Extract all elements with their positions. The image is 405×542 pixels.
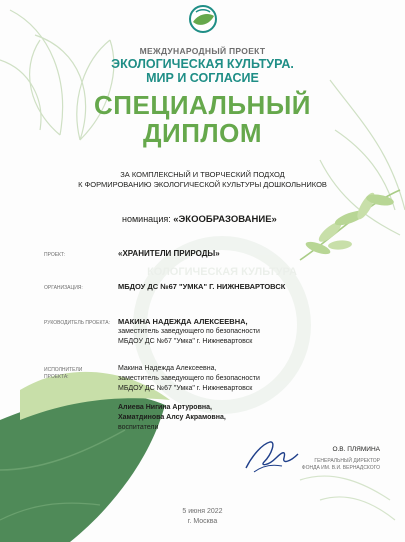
project-title-line2: МИР И СОГЛАСИЕ [146, 71, 259, 85]
executor2-name-line2: Хаматдинова Алсу Акрамовна, [118, 414, 226, 421]
nomination-value: «ЭКООБРАЗОВАНИЕ» [173, 214, 277, 225]
project-label: МЕЖДУНАРОДНЫЙ ПРОЕКТ [139, 46, 266, 56]
project-field-value: «ХРАНИТЕЛИ ПРИРОДЫ» [118, 249, 220, 258]
signatory-title-line1: ГЕНЕРАЛЬНЫЙ ДИРЕКТОР [314, 458, 380, 464]
executors-label-line1: ИСПОЛНИТЕЛИ [44, 367, 83, 373]
diploma-title-line1: СПЕЦИАЛЬНЫЙ [94, 90, 311, 120]
award-reason-line2: К ФОРМИРОВАНИЮ ЭКОЛОГИЧЕСКОЙ КУЛЬТУРЫ ДОШКОЛЬНИКОВ [78, 180, 327, 189]
nomination-label: номинация: [122, 214, 171, 224]
project-field-label: ПРОЕКТ: [44, 252, 66, 258]
project-leader-role-line2: МБДОУ ДС №67 "Умка" г. Нижневартовск [118, 338, 253, 345]
svg-text:КОЛОГИЧЕСКАЯ КУЛЬТУРА: КОЛОГИЧЕСКАЯ КУЛЬТУРА [147, 266, 297, 278]
organization-value: МБДОУ ДС №67 "УМКА" Г. НИЖНЕВАРТОВСК [118, 282, 286, 291]
issue-city: г. Москва [187, 518, 218, 525]
executor2-role: воспитатели [118, 424, 159, 431]
project-leader-name: МАКИНА НАДЕЖДА АЛЕКСЕЕВНА, [118, 317, 248, 326]
project-leader-role-line1: заместитель заведующего по безопасности [118, 328, 260, 335]
executor2-name-line1: Алиева Нигина Артуровна, [118, 404, 212, 411]
diploma-title-line2: ДИПЛОМ [142, 118, 263, 148]
executor1-name: Макина Надежда Алексеевна, [118, 365, 217, 372]
signatory-name: О.В. ПЛЯМИНА [332, 446, 380, 453]
executors-label-line2: ПРОЕКТА: [44, 374, 69, 380]
nomination [122, 214, 277, 225]
executor1-role-line2: МБДОУ ДС №67 "Умка" г. Нижневартовск [118, 385, 253, 392]
award-reason-line1: ЗА КОМПЛЕКСНЫЙ И ТВОРЧЕСКИЙ ПОДХОД [120, 170, 285, 179]
project-leader-label: РУКОВОДИТЕЛЬ ПРОЕКТА: [44, 320, 110, 326]
globe-leaf-logo-icon [188, 4, 218, 34]
signatory-title-line2: ФОНДА ИМ. В.И. ВЕРНАДСКОГО [301, 465, 380, 471]
issue-date: 5 июня 2022 [182, 508, 223, 515]
project-title-line1: ЭКОЛОГИЧЕСКАЯ КУЛЬТУРА. [111, 57, 294, 71]
executor1-role-line1: заместитель заведующего по безопасности [118, 375, 260, 382]
leaf-bottom-left [0, 372, 170, 542]
organization-label: ОРГАНИЗАЦИЯ: [44, 285, 83, 291]
